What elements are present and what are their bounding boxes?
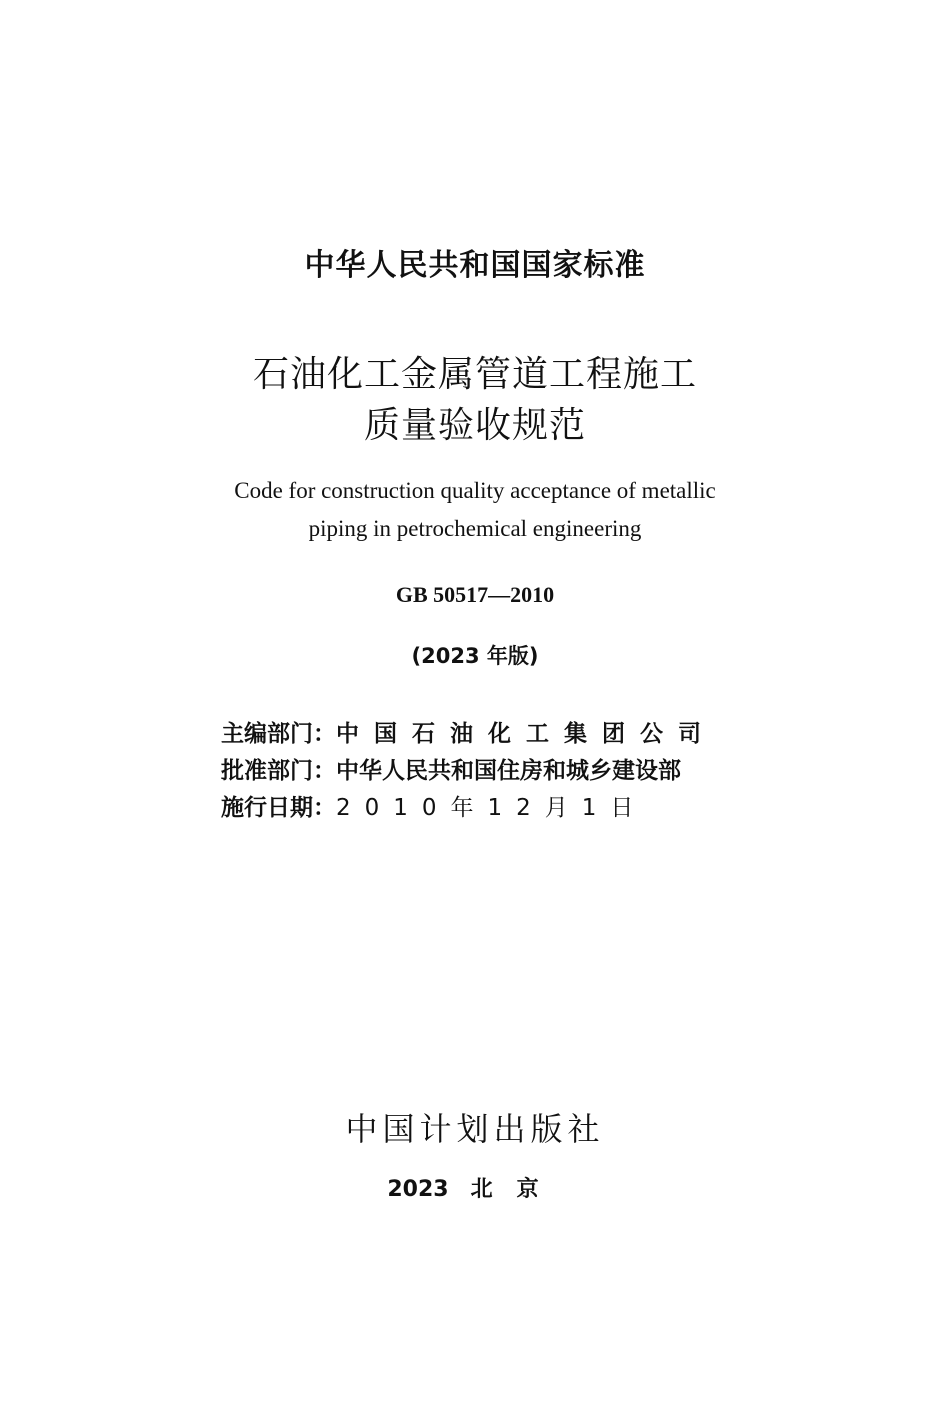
publication-year: 2023 bbox=[387, 1177, 449, 1202]
standard-code: GB 50517—2010 bbox=[395, 582, 555, 607]
approver-label: 批准部门： bbox=[221, 758, 336, 784]
title-chinese-line-1: 石油化工金属管道工程施工 bbox=[252, 354, 697, 395]
publication-place bbox=[0, 1172, 950, 1203]
editor-value: 中国石油化工集团公司 bbox=[336, 721, 716, 747]
effective-date-row bbox=[221, 790, 741, 827]
publisher-name: 中国计划出版社 bbox=[345, 1110, 605, 1148]
meta-block bbox=[221, 716, 741, 827]
title-chinese-line-2: 质量验收规范 bbox=[363, 405, 586, 446]
effective-date-label: 施行日期： bbox=[221, 795, 336, 821]
approver-row bbox=[221, 753, 741, 790]
editor-label: 主编部门： bbox=[221, 721, 336, 747]
editor-row bbox=[221, 716, 741, 753]
title-english-line-1: Code for construction quality acceptance of metallic bbox=[234, 478, 716, 503]
title-english-line-2: piping in petrochemical engineering bbox=[308, 516, 642, 541]
publication-city: 北京 bbox=[470, 1177, 563, 1202]
effective-date-value: 2010年12月1日 bbox=[336, 795, 648, 821]
approver-value: 中华人民共和国住房和城乡建设部 bbox=[336, 758, 681, 784]
national-standard-heading: 中华人民共和国国家标准 bbox=[304, 248, 646, 283]
edition-label: (2023 年版) bbox=[411, 644, 539, 668]
